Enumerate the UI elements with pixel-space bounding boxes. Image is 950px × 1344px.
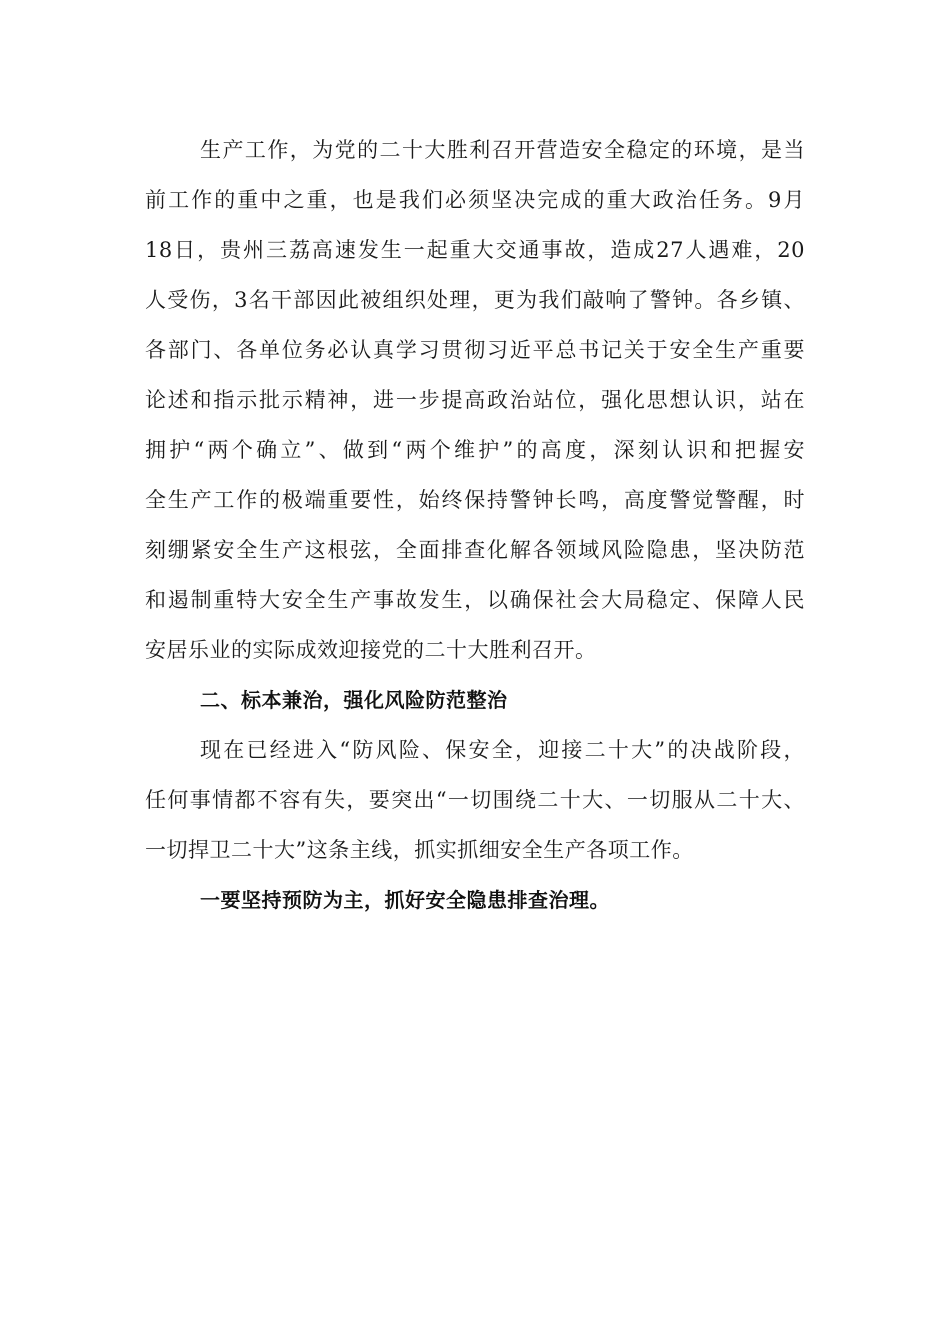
paragraph-line: 18日，贵州三荔高速发生一起重大交通事故，造成27人遇难，20 xyxy=(145,238,805,262)
paragraph-line: 各部门、各单位务必认真学习贯彻习近平总书记关于安全生产重要 xyxy=(145,338,805,362)
paragraph-line: 任何事情都不容有失，要突出“一切围绕二十大、一切服从二十大、 xyxy=(145,788,805,812)
paragraph-line: 人受伤，3名干部因此被组织处理，更为我们敲响了警钟。各乡镇、 xyxy=(145,288,805,312)
paragraph-line: 安居乐业的实际成效迎接党的二十大胜利召开。 xyxy=(145,638,597,662)
paragraph-line: 刻绷紧安全生产这根弦，全面排查化解各领域风险隐患，坚决防范 xyxy=(145,538,805,562)
paragraph-line: 拥护“两个确立”、做到“两个维护”的高度，深刻认识和把握安 xyxy=(145,438,805,462)
section-heading: 二、标本兼治，强化风险防范整治 xyxy=(200,688,508,712)
paragraph-line: 生产工作，为党的二十大胜利召开营造安全稳定的环境，是当 xyxy=(200,138,805,162)
paragraph-line: 和遏制重特大安全生产事故发生，以确保社会大局稳定、保障人民 xyxy=(145,588,805,612)
subsection-heading: 一要坚持预防为主，抓好安全隐患排查治理。 xyxy=(200,888,610,912)
paragraph-line: 论述和指示批示精神，进一步提高政治站位，强化思想认识，站在 xyxy=(145,388,805,412)
paragraph-line: 全生产工作的极端重要性，始终保持警钟长鸣，高度警觉警醒，时 xyxy=(145,488,805,512)
paragraph-line: 现在已经进入“防风险、保安全，迎接二十大”的决战阶段， xyxy=(200,738,805,762)
paragraph-line: 前工作的重中之重，也是我们必须坚决完成的重大政治任务。9月 xyxy=(145,188,805,212)
paragraph-line: 一切捍卫二十大”这条主线，抓实抓细安全生产各项工作。 xyxy=(145,838,694,862)
